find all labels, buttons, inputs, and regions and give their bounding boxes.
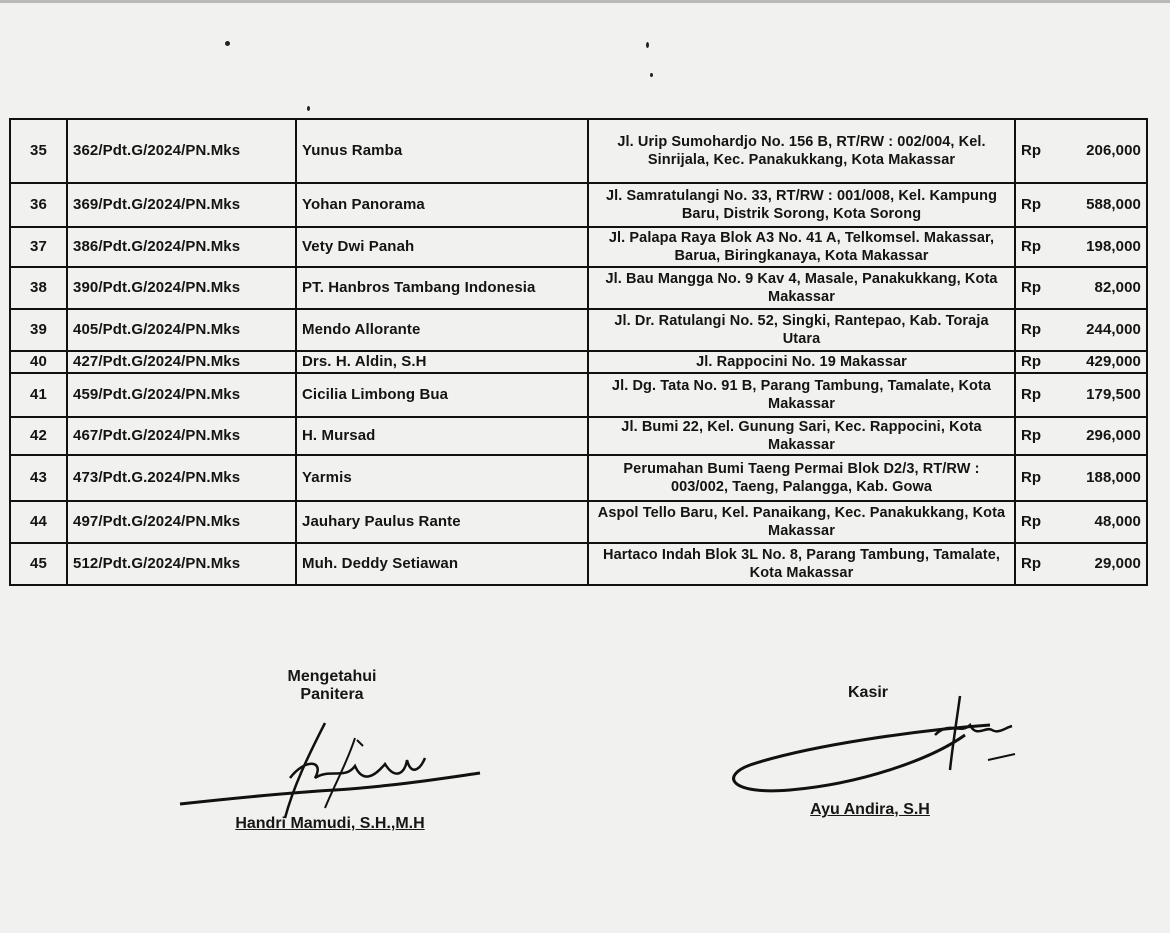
party-name: Drs. H. Aldin, S.H — [296, 351, 588, 373]
party-name: Yunus Ramba — [296, 119, 588, 183]
amount-value: 48,000 — [1061, 501, 1147, 543]
party-name: Jauhary Paulus Rante — [296, 501, 588, 543]
row-number: 38 — [10, 267, 67, 309]
case-number: 467/Pdt.G/2024/PN.Mks — [67, 417, 296, 455]
amount-value: 244,000 — [1061, 309, 1147, 351]
party-address: Jl. Dg. Tata No. 91 B, Parang Tambung, Tamalate, Kota Makassar — [588, 373, 1015, 417]
party-address: Jl. Bau Mangga No. 9 Kav 4, Masale, Panakukkang, Kota Makassar — [588, 267, 1015, 309]
sig-right-name-block — [770, 801, 970, 819]
currency-label: Rp — [1015, 119, 1061, 183]
amount-value: 206,000 — [1061, 119, 1147, 183]
case-number: 512/Pdt.G/2024/PN.Mks — [67, 543, 296, 585]
party-name: PT. Hanbros Tambang Indonesia — [296, 267, 588, 309]
row-number: 43 — [10, 455, 67, 501]
table-row — [10, 501, 1147, 543]
row-number: 44 — [10, 501, 67, 543]
amount-value: 29,000 — [1061, 543, 1147, 585]
currency-label: Rp — [1015, 373, 1061, 417]
currency-label: Rp — [1015, 227, 1061, 267]
amount-value: 588,000 — [1061, 183, 1147, 227]
party-name: Cicilia Limbong Bua — [296, 373, 588, 417]
table-row — [10, 309, 1147, 351]
signature-scribble-kasir — [720, 690, 1030, 800]
case-table-body — [10, 119, 1147, 585]
party-address: Aspol Tello Baru, Kel. Panaikang, Kec. Panakukkang, Kota Makassar — [588, 501, 1015, 543]
table-row — [10, 267, 1147, 309]
currency-label: Rp — [1015, 309, 1061, 351]
table-row — [10, 455, 1147, 501]
ink-speck — [225, 41, 230, 46]
currency-label: Rp — [1015, 267, 1061, 309]
party-address: Jl. Bumi 22, Kel. Gunung Sari, Kec. Rappocini, Kota Makassar — [588, 417, 1015, 455]
case-number: 369/Pdt.G/2024/PN.Mks — [67, 183, 296, 227]
amount-value: 429,000 — [1061, 351, 1147, 373]
case-number: 497/Pdt.G/2024/PN.Mks — [67, 501, 296, 543]
row-number: 45 — [10, 543, 67, 585]
party-address: Jl. Urip Sumohardjo No. 156 B, RT/RW : 002/004, Kel. Sinrijala, Kec. Panakukkang, Kota Makassar — [588, 119, 1015, 183]
row-number: 42 — [10, 417, 67, 455]
party-name: Vety Dwi Panah — [296, 227, 588, 267]
party-name: Yarmis — [296, 455, 588, 501]
table-row — [10, 417, 1147, 455]
case-number: 362/Pdt.G/2024/PN.Mks — [67, 119, 296, 183]
currency-label: Rp — [1015, 417, 1061, 455]
case-number: 473/Pdt.G.2024/PN.Mks — [67, 455, 296, 501]
row-number: 37 — [10, 227, 67, 267]
amount-value: 188,000 — [1061, 455, 1147, 501]
row-number: 35 — [10, 119, 67, 183]
sig-right-name: Ayu Andira, S.H — [810, 801, 930, 818]
row-number: 39 — [10, 309, 67, 351]
amount-value: 179,500 — [1061, 373, 1147, 417]
amount-value: 198,000 — [1061, 227, 1147, 267]
signature-scribble-panitera — [175, 718, 495, 828]
case-number: 427/Pdt.G/2024/PN.Mks — [67, 351, 296, 373]
party-address: Jl. Dr. Ratulangi No. 52, Singki, Rantepao, Kab. Toraja Utara — [588, 309, 1015, 351]
page-top-edge — [0, 0, 1170, 3]
case-number: 459/Pdt.G/2024/PN.Mks — [67, 373, 296, 417]
sig-left-line2: Panitera — [300, 686, 364, 703]
row-number: 36 — [10, 183, 67, 227]
party-address: Jl. Rappocini No. 19 Makassar — [588, 351, 1015, 373]
table-row — [10, 183, 1147, 227]
ink-speck — [650, 73, 653, 77]
table-row — [10, 351, 1147, 373]
party-name: Muh. Deddy Setiawan — [296, 543, 588, 585]
party-name: H. Mursad — [296, 417, 588, 455]
currency-label: Rp — [1015, 351, 1061, 373]
amount-value: 82,000 — [1061, 267, 1147, 309]
case-number: 405/Pdt.G/2024/PN.Mks — [67, 309, 296, 351]
table-row — [10, 543, 1147, 585]
party-address: Perumahan Bumi Taeng Permai Blok D2/3, RT/RW : 003/002, Taeng, Palangga, Kab. Gowa — [588, 455, 1015, 501]
party-name: Mendo Allorante — [296, 309, 588, 351]
currency-label: Rp — [1015, 455, 1061, 501]
table-row — [10, 373, 1147, 417]
party-name: Yohan Panorama — [296, 183, 588, 227]
signature-block-panitera — [252, 668, 412, 704]
party-address: Jl. Samratulangi No. 33, RT/RW : 001/008, Kel. Kampung Baru, Distrik Sorong, Kota Sorong — [588, 183, 1015, 227]
table-row — [10, 119, 1147, 183]
party-address: Jl. Palapa Raya Blok A3 No. 41 A, Telkomsel. Makassar, Barua, Biringkanaya, Kota Makassar — [588, 227, 1015, 267]
sig-right-title: Kasir — [847, 684, 889, 701]
currency-label: Rp — [1015, 183, 1061, 227]
currency-label: Rp — [1015, 501, 1061, 543]
currency-label: Rp — [1015, 543, 1061, 585]
table-row — [10, 227, 1147, 267]
amount-value: 296,000 — [1061, 417, 1147, 455]
ink-speck — [307, 106, 310, 111]
row-number: 41 — [10, 373, 67, 417]
case-number: 390/Pdt.G/2024/PN.Mks — [67, 267, 296, 309]
sig-left-name: Handri Mamudi, S.H.,M.H — [235, 815, 425, 832]
case-number: 386/Pdt.G/2024/PN.Mks — [67, 227, 296, 267]
ink-speck — [646, 42, 649, 48]
party-address: Hartaco Indah Blok 3L No. 8, Parang Tambung, Tamalate, Kota Makassar — [588, 543, 1015, 585]
sig-left-line1: Mengetahui — [287, 668, 377, 685]
row-number: 40 — [10, 351, 67, 373]
case-table — [9, 118, 1148, 586]
